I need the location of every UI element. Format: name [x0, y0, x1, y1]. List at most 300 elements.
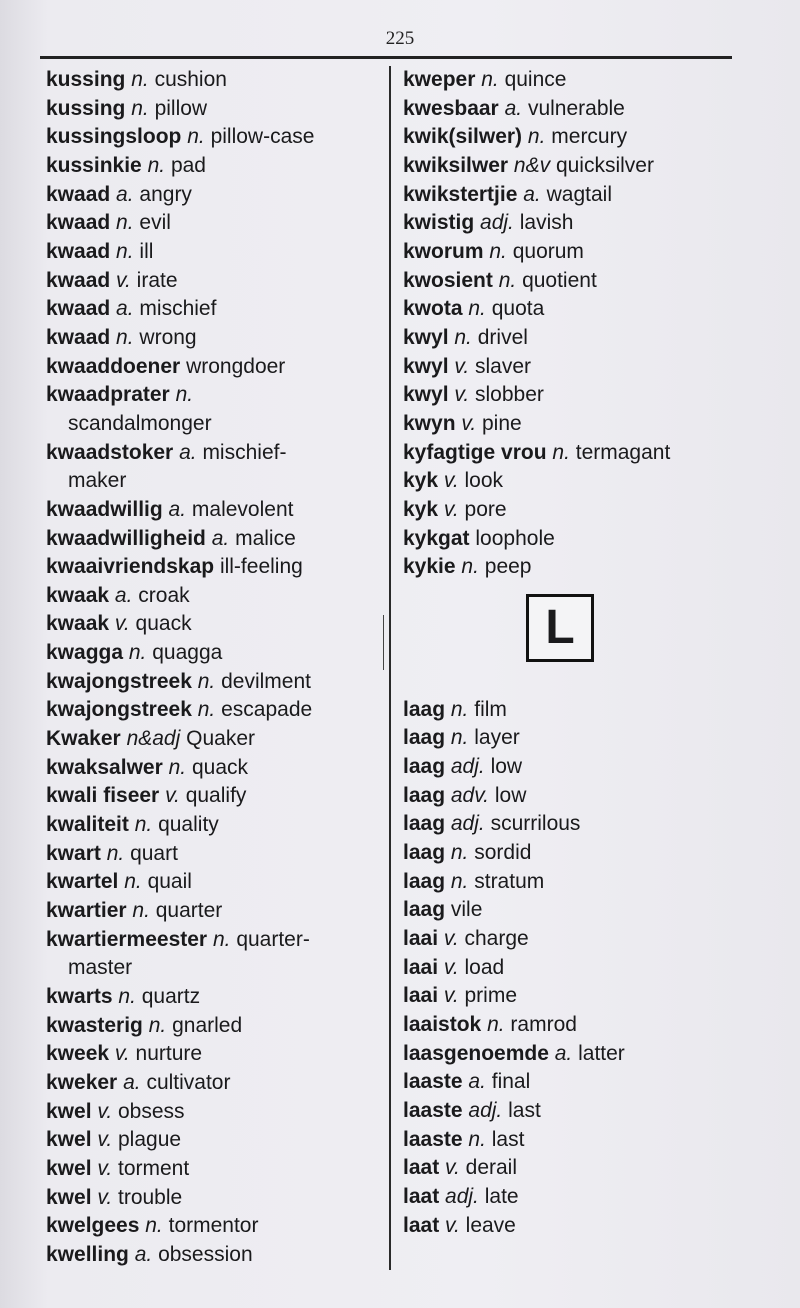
dictionary-entry [403, 1068, 773, 1097]
dictionary-entry [46, 782, 386, 811]
part-of-speech: n. [468, 297, 486, 321]
definition: obsession [158, 1242, 253, 1266]
definition: scurrilous [490, 812, 581, 836]
headword: kweker [46, 1070, 118, 1094]
definition: slobber [475, 383, 544, 407]
headword: kwartier [46, 899, 127, 923]
part-of-speech: a. [554, 1041, 573, 1065]
part-of-speech: a. [179, 440, 197, 464]
dictionary-entry [46, 1126, 386, 1155]
headword: kwyl [403, 354, 449, 378]
part-of-speech: a. [523, 182, 541, 206]
dictionary-entry [46, 725, 386, 754]
headword: kwik(silwer) [403, 125, 523, 149]
part-of-speech: n. [124, 870, 142, 894]
part-of-speech: adj. [450, 812, 485, 836]
headword: kwota [403, 297, 463, 321]
part-of-speech: n. [116, 325, 134, 349]
headword: laaste [403, 1127, 463, 1151]
part-of-speech: n. [552, 440, 570, 464]
part-of-speech: n&v [513, 153, 551, 177]
entry-continuation [46, 410, 386, 439]
dictionary-entry [46, 1184, 386, 1213]
definition: escapade [221, 698, 313, 722]
dictionary-entry [403, 439, 773, 468]
definition: malevolent [191, 497, 294, 521]
headword: kwartiermeester [46, 927, 208, 951]
part-of-speech: v. [116, 268, 131, 292]
dictionary-entry [403, 724, 773, 753]
dictionary-entry [46, 95, 386, 124]
headword: kykie [403, 555, 456, 579]
headword: laag [403, 812, 446, 836]
part-of-speech: n. [131, 96, 149, 120]
header-rule [40, 56, 732, 59]
dictionary-entry [403, 553, 773, 582]
definition: quack [135, 612, 192, 636]
part-of-speech: v. [114, 1042, 130, 1066]
definition: quack [191, 755, 249, 779]
part-of-speech: n. [187, 125, 205, 149]
dictionary-entry [403, 381, 773, 410]
headword: kwel [46, 1156, 92, 1180]
headword: kwiksilwer [403, 153, 509, 177]
headword: kwajongstreek [46, 669, 192, 693]
part-of-speech: n. [175, 383, 194, 407]
part-of-speech: n. [118, 985, 136, 1008]
definition: low [490, 755, 523, 779]
dictionary-entry [46, 181, 386, 210]
headword: kweek [46, 1042, 110, 1066]
part-of-speech: adj. [468, 1099, 503, 1122]
headword: kwel [46, 1099, 92, 1123]
headword: kykgat [403, 526, 470, 550]
headword: kwaadwillig [46, 497, 163, 521]
definition: quail [147, 870, 192, 894]
definition: stratum [474, 869, 545, 893]
definition: last [508, 1099, 541, 1122]
dictionary-entry [46, 267, 386, 296]
headword: kwart [46, 841, 101, 865]
dictionary-entry [403, 66, 773, 95]
definition: late [484, 1184, 519, 1208]
definition: evil [139, 211, 171, 235]
headword: kwistig [403, 211, 475, 235]
headword: laaistok [403, 1013, 482, 1037]
dictionary-entry [403, 1212, 773, 1241]
dictionary-entry [46, 897, 386, 926]
dictionary-entry [403, 1011, 773, 1040]
definition: peep [484, 555, 532, 579]
part-of-speech: n. [128, 641, 147, 665]
entry-continuation [46, 954, 386, 983]
dictionary-entry [46, 639, 386, 668]
dictionary-entry [46, 868, 386, 897]
headword: kwaak [46, 583, 110, 607]
definition: sordid [474, 841, 532, 865]
part-of-speech: a. [116, 182, 134, 206]
headword: laag [403, 755, 446, 779]
headword: laag [403, 841, 446, 865]
headword: kwarts [46, 985, 113, 1008]
definition: quagga [152, 641, 223, 665]
headword: kwartel [46, 870, 119, 894]
dictionary-entry [46, 123, 386, 152]
right-column-entries-l [403, 696, 773, 1240]
definition: master [68, 956, 133, 980]
dictionary-entry [403, 123, 773, 152]
headword: laat [403, 1156, 440, 1180]
definition: quarter [155, 899, 223, 923]
part-of-speech: n. [450, 869, 469, 893]
definition: load [464, 955, 505, 979]
headword: kwasterig [46, 1013, 143, 1037]
part-of-speech: a. [123, 1070, 141, 1094]
part-of-speech: n. [454, 325, 472, 349]
definition: vulnerable [527, 96, 625, 120]
definition: quorum [512, 239, 584, 263]
definition: irate [136, 268, 178, 292]
headword: kwaad [46, 325, 111, 349]
definition: pine [482, 411, 522, 435]
part-of-speech: n. [487, 1013, 505, 1037]
part-of-speech: n. [106, 841, 125, 865]
headword: kworum [403, 239, 484, 263]
headword: laai [403, 955, 439, 979]
headword: kussingsloop [46, 125, 182, 149]
definition: slaver [475, 354, 532, 378]
dictionary-entry [403, 95, 773, 124]
part-of-speech: a. [168, 497, 187, 521]
definition: vile [450, 898, 483, 922]
definition: low [494, 783, 527, 807]
part-of-speech: adj. [445, 1184, 479, 1208]
definition: quota [491, 297, 545, 321]
part-of-speech: n. [116, 239, 134, 263]
part-of-speech: v. [97, 1185, 113, 1209]
headword: kussing [46, 96, 126, 120]
definition: termagant [575, 440, 671, 464]
definition: obsess [118, 1099, 185, 1123]
part-of-speech: n&adj [126, 727, 181, 751]
dictionary-entry [403, 181, 773, 210]
headword: kyfagtige vrou [403, 440, 547, 464]
headword: kwelgees [46, 1214, 140, 1238]
dictionary-entry [46, 209, 386, 238]
headword: laat [403, 1184, 440, 1208]
definition: Quaker [186, 727, 255, 751]
definition: pore [464, 497, 507, 521]
part-of-speech: n. [489, 239, 507, 263]
part-of-speech: v. [97, 1128, 113, 1152]
definition: wagtail [546, 182, 612, 206]
part-of-speech: v. [443, 984, 459, 1008]
definition: pillow [154, 96, 208, 120]
headword: kwosient [403, 268, 493, 292]
definition: devilment [221, 669, 311, 693]
part-of-speech: v. [445, 1213, 460, 1237]
dictionary-entry [403, 1097, 773, 1126]
definition: drivel [477, 325, 528, 349]
headword: kwaadstoker [46, 440, 174, 464]
dictionary-entry [403, 896, 773, 925]
dictionary-entry [46, 496, 386, 525]
headword: kwaad [46, 182, 111, 206]
part-of-speech: v. [97, 1156, 113, 1180]
headword: kwesbaar [403, 96, 499, 120]
definition: ill [139, 239, 154, 263]
headword: kyk [403, 497, 439, 521]
part-of-speech: n. [168, 755, 187, 779]
dictionary-entry [403, 525, 773, 554]
headword: laasgenoemde [403, 1041, 549, 1065]
definition: malice [235, 526, 296, 550]
headword: Kwaker [46, 727, 121, 751]
definition: final [491, 1070, 531, 1094]
dictionary-entry [403, 295, 773, 324]
part-of-speech: v. [114, 612, 130, 636]
definition: quotient [522, 268, 597, 292]
definition: croak [138, 583, 190, 607]
part-of-speech: n. [212, 927, 231, 951]
dictionary-entry [46, 1098, 386, 1127]
left-column [46, 66, 386, 1270]
part-of-speech: a. [134, 1242, 153, 1266]
dictionary-entry [46, 696, 386, 725]
headword: laai [403, 984, 439, 1008]
headword: kwel [46, 1185, 92, 1209]
section-letter: L [526, 594, 594, 662]
right-column-entries-k [403, 66, 773, 582]
headword: kweper [403, 68, 476, 91]
headword: kwaak [46, 612, 110, 636]
definition: qualify [185, 784, 247, 808]
definition: derail [465, 1156, 518, 1180]
section-letter-block [403, 582, 773, 696]
part-of-speech: n. [481, 68, 499, 91]
headword: kwaliteit [46, 813, 129, 837]
dictionary-entry [403, 353, 773, 382]
dictionary-entry [403, 238, 773, 267]
headword: laag [403, 783, 446, 807]
part-of-speech: n. [498, 268, 517, 292]
dictionary-entry [403, 868, 773, 897]
dictionary-entry [403, 925, 773, 954]
part-of-speech: adv. [450, 783, 490, 807]
definition: layer [474, 726, 520, 750]
part-of-speech: n. [131, 68, 149, 91]
definition: trouble [118, 1185, 183, 1209]
part-of-speech: n. [197, 669, 216, 693]
dictionary-entry [403, 1040, 773, 1069]
dictionary-entry [46, 811, 386, 840]
headword: laag [403, 726, 446, 750]
dictionary-entry [46, 1012, 386, 1041]
part-of-speech: a. [116, 297, 134, 321]
definition: pillow-case [210, 125, 315, 149]
definition: film [474, 697, 507, 721]
part-of-speech: n. [116, 211, 134, 235]
column-divider [389, 66, 391, 1270]
part-of-speech: a. [468, 1070, 486, 1094]
headword: laai [403, 927, 439, 951]
dictionary-entry [46, 553, 386, 582]
part-of-speech: v. [443, 497, 459, 521]
headword: kwaad [46, 268, 111, 292]
part-of-speech: n. [147, 153, 166, 177]
definition: quince [504, 68, 567, 91]
definition: mercury [551, 125, 628, 149]
headword: laat [403, 1213, 440, 1237]
part-of-speech: n. [527, 125, 546, 149]
part-of-speech: a. [114, 583, 133, 607]
headword: laag [403, 869, 446, 893]
dictionary-entry [46, 381, 386, 410]
part-of-speech: n. [148, 1013, 167, 1037]
definition: gnarled [172, 1013, 243, 1037]
definition: mischief [139, 297, 217, 321]
definition: prime [464, 984, 518, 1008]
part-of-speech: n. [134, 813, 153, 837]
dictionary-entry [403, 782, 773, 811]
headword: laaste [403, 1070, 463, 1094]
definition: last [491, 1127, 525, 1151]
headword: kwaad [46, 297, 111, 321]
part-of-speech: n. [145, 1214, 163, 1238]
definition: look [464, 469, 504, 493]
dictionary-entry [403, 410, 773, 439]
dictionary-entry [403, 267, 773, 296]
dictionary-entry [403, 467, 773, 496]
dictionary-entry [46, 1040, 386, 1069]
entry-continuation [46, 467, 386, 496]
headword: kwyl [403, 383, 449, 407]
part-of-speech: n. [461, 555, 479, 579]
dictionary-entry [46, 152, 386, 181]
dictionary-entry [46, 840, 386, 869]
headword: kyk [403, 469, 439, 493]
headword: kwaadprater [46, 383, 170, 407]
headword: kussing [46, 68, 126, 91]
part-of-speech: n. [132, 899, 150, 923]
dictionary-entry [403, 1126, 773, 1155]
dictionary-entry [403, 982, 773, 1011]
dictionary-entry [46, 668, 386, 697]
dictionary-entry [46, 324, 386, 353]
definition: plague [118, 1128, 182, 1152]
part-of-speech: adj. [450, 755, 485, 779]
headword: kwali fiseer [46, 784, 160, 808]
part-of-speech: n. [450, 726, 469, 750]
headword: kussinkie [46, 153, 142, 177]
part-of-speech: v. [461, 411, 477, 435]
headword: kwyn [403, 411, 456, 435]
dictionary-entry [46, 66, 386, 95]
headword: kwaad [46, 211, 111, 235]
dictionary-entry [403, 1154, 773, 1183]
dictionary-entry [46, 353, 386, 382]
definition: wrong [139, 325, 197, 349]
dictionary-entry [403, 152, 773, 181]
headword: laaste [403, 1099, 463, 1122]
definition: wrongdoer [186, 354, 286, 378]
headword: laag [403, 697, 446, 721]
part-of-speech: v. [443, 955, 459, 979]
headword: kwel [46, 1128, 92, 1152]
dictionary-entry [403, 753, 773, 782]
page-number: 225 [385, 28, 415, 49]
dictionary-entry [403, 839, 773, 868]
part-of-speech: a. [211, 526, 230, 550]
dictionary-entry [46, 983, 386, 1012]
definition: tormentor [168, 1214, 259, 1238]
headword: kwajongstreek [46, 698, 192, 722]
definition: nurture [135, 1042, 203, 1066]
part-of-speech: v. [454, 354, 470, 378]
headword: kwaksalwer [46, 755, 163, 779]
part-of-speech: n. [197, 698, 216, 722]
headword: kwaaivriendskap [46, 555, 215, 579]
part-of-speech: v. [454, 383, 470, 407]
part-of-speech: v. [443, 469, 459, 493]
definition: scandalmonger [68, 411, 212, 435]
dictionary-entry [403, 209, 773, 238]
dictionary-entry [403, 810, 773, 839]
definition: torment [118, 1156, 190, 1180]
dictionary-entry [46, 926, 386, 955]
definition: loophole [475, 526, 555, 550]
dictionary-entry [403, 496, 773, 525]
part-of-speech: v. [443, 927, 459, 951]
headword: kwyl [403, 325, 449, 349]
definition: charge [464, 927, 529, 951]
dictionary-entry [46, 238, 386, 267]
dictionary-entry [46, 754, 386, 783]
part-of-speech: n. [468, 1127, 486, 1151]
dictionary-entry [46, 525, 386, 554]
part-of-speech: n. [450, 697, 469, 721]
headword: kwelling [46, 1242, 129, 1266]
headword: laag [403, 898, 446, 922]
definition: quality [158, 813, 219, 837]
headword: kwaadwilligheid [46, 526, 206, 550]
definition: maker [68, 469, 127, 493]
dictionary-entry [46, 439, 386, 468]
part-of-speech: v. [97, 1099, 113, 1123]
dictionary-entry [403, 954, 773, 983]
dictionary-entry [403, 1183, 773, 1212]
definition: latter [578, 1041, 625, 1065]
definition: lavish [519, 211, 574, 235]
definition: ramrod [510, 1013, 577, 1037]
definition: ill-feeling [219, 555, 303, 579]
part-of-speech: v. [445, 1156, 460, 1180]
headword: kwikstertjie [403, 182, 518, 206]
dictionary-entry [46, 1069, 386, 1098]
dictionary-entry [403, 324, 773, 353]
part-of-speech: v. [165, 784, 180, 808]
dictionary-entry [46, 610, 386, 639]
dictionary-entry [46, 1212, 386, 1241]
headword: kwaad [46, 239, 111, 263]
definition: leave [465, 1213, 516, 1237]
definition: angry [139, 182, 192, 206]
part-of-speech: n. [450, 841, 469, 865]
definition: pad [170, 153, 206, 177]
part-of-speech: adj. [480, 211, 514, 235]
definition: cultivator [146, 1070, 231, 1094]
dictionary-entry [403, 696, 773, 725]
